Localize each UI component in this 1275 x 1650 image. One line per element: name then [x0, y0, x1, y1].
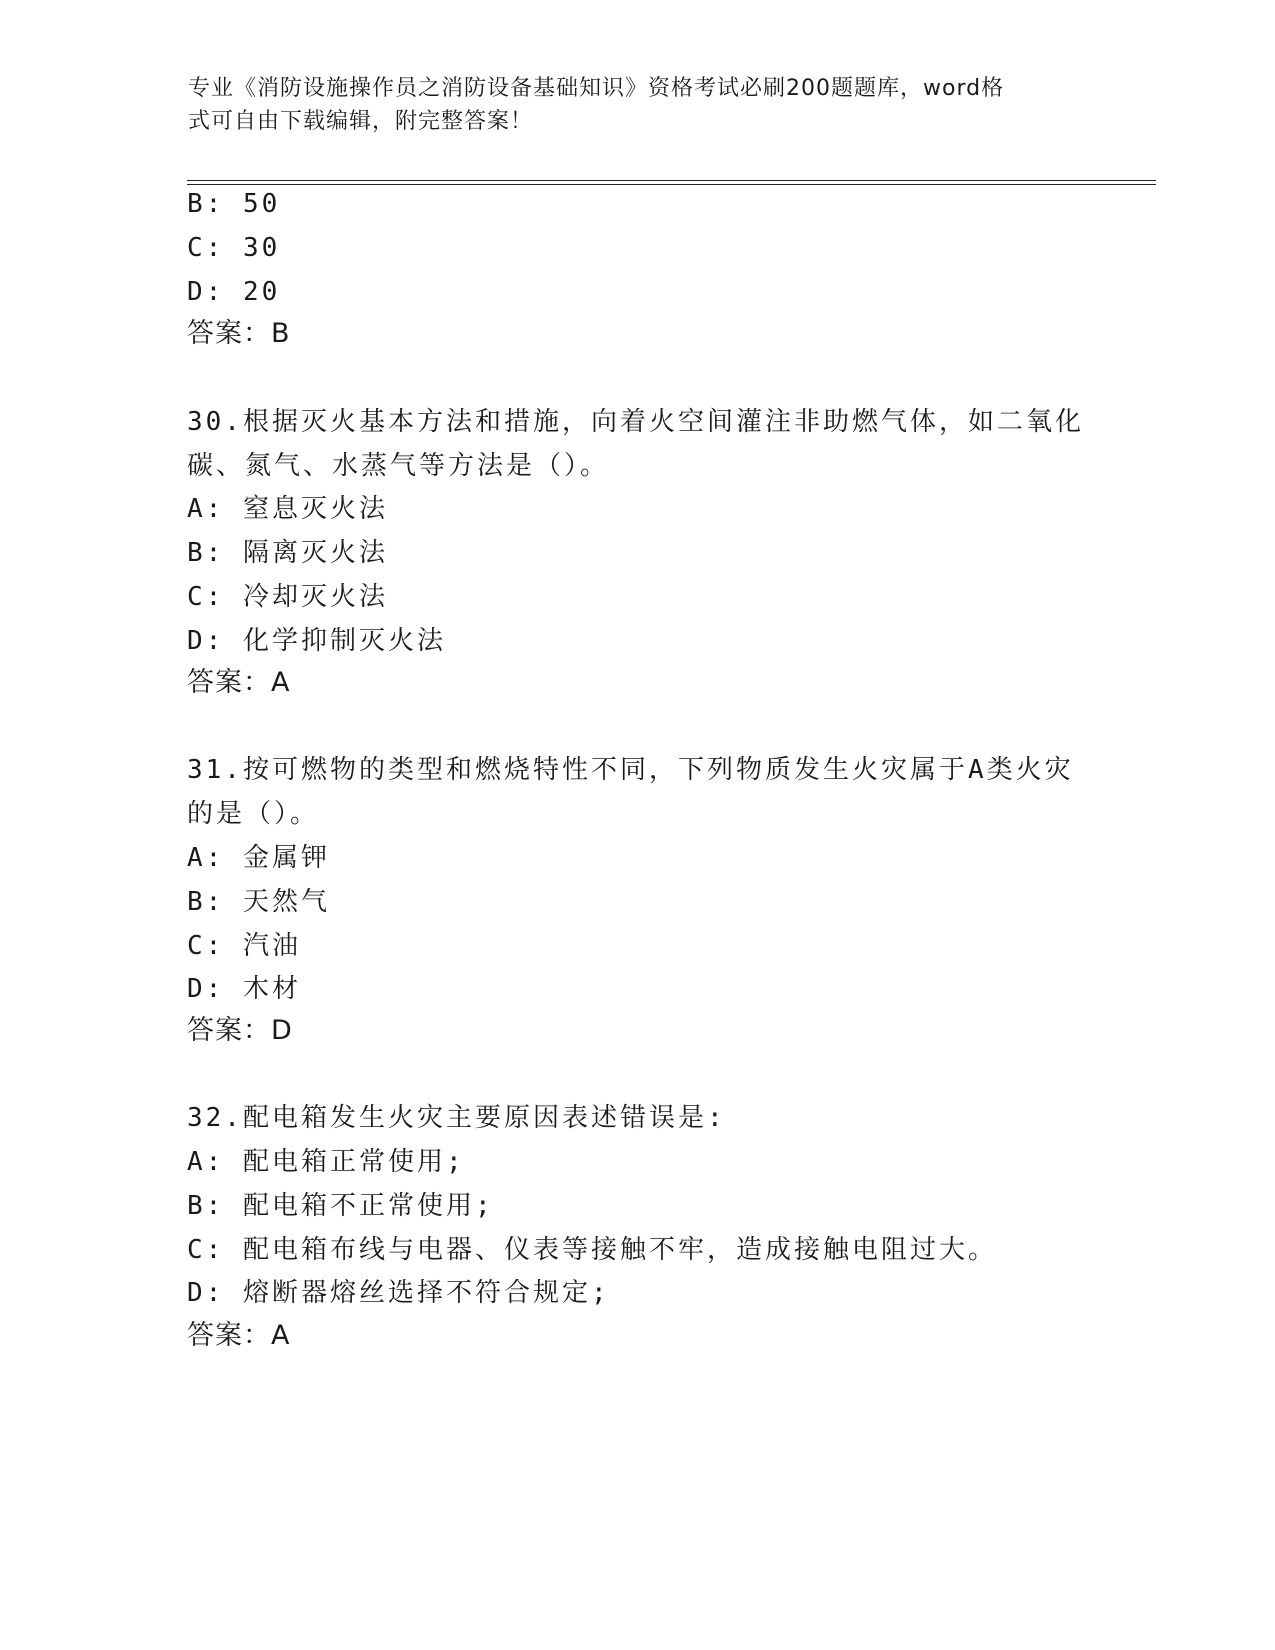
- option-c: C: 30: [187, 233, 281, 263]
- document-header: [188, 72, 1068, 138]
- answer: 答案：A: [187, 667, 291, 698]
- question-stem: 30.根据灭火基本方法和措施，向着火空间灌注非助燃气体，如二氧化: [187, 407, 1084, 437]
- option-a: A: 金属钾: [187, 843, 330, 873]
- option-c: C: 配电箱布线与电器、仪表等接触不牢，造成接触电阻过大。: [187, 1235, 997, 1265]
- option-b: B: 天然气: [187, 887, 330, 917]
- option-a: A: 配电箱正常使用;: [187, 1147, 465, 1177]
- option-b: B: 50: [187, 189, 281, 219]
- option-b: B: 隔离灭火法: [187, 538, 388, 568]
- header-title-line-2: 式可自由下载编辑，附完整答案！: [188, 109, 534, 134]
- header-divider-bottom: [187, 184, 1156, 185]
- option-d: D: 木材: [187, 974, 301, 1004]
- question-stem: 碳、氮气、水蒸气等方法是（）。: [187, 451, 610, 481]
- answer: 答案：B: [187, 318, 291, 349]
- option-d: D: 熔断器熔丝选择不符合规定;: [187, 1278, 610, 1308]
- option-d: D: 20: [187, 277, 281, 307]
- header-title-line-1: 专业《消防设施操作员之消防设备基础知识》资格考试必刷200题题库，word格: [188, 76, 1005, 101]
- option-b: B: 配电箱不正常使用;: [187, 1191, 494, 1221]
- option-c: C: 冷却灭火法: [187, 582, 388, 612]
- header-divider-top: [187, 180, 1156, 181]
- option-c: C: 汽油: [187, 931, 301, 961]
- question-stem: 32.配电箱发生火灾主要原因表述错误是:: [187, 1103, 726, 1133]
- question-stem: 31.按可燃物的类型和燃烧特性不同，下列物质发生火灾属于A类火灾: [187, 755, 1074, 785]
- option-a: A: 窒息灭火法: [187, 494, 388, 524]
- question-stem: 的是（）。: [187, 799, 320, 829]
- option-d: D: 化学抑制灭火法: [187, 626, 446, 656]
- answer: 答案：A: [187, 1320, 291, 1351]
- answer: 答案：D: [187, 1015, 293, 1046]
